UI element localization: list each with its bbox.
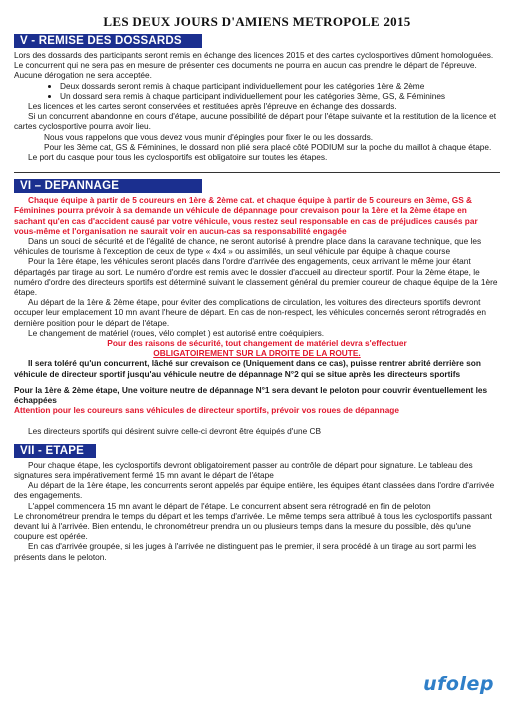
document-title: LES DEUX JOURS D'AMIENS METROPOLE 2015	[103, 14, 411, 29]
paragraph: Pour chaque étape, les cyclosportifs devront obligatoirement passer au contrôle de départ pour signature. Le tableau des signatures sera impérativement fermé 15 mn avant le départ de l'étape	[14, 459, 473, 480]
paragraph: Nous vous rappelons que vous devez vous munir d'épingles pour fixer le ou les dossards.	[44, 131, 374, 142]
paragraph: L'appel commencera 15 mn avant le départ de l'étape. Le concurrent absent sera rétrogradé en fin de peloton	[28, 500, 431, 511]
spacer	[14, 436, 500, 442]
paragraph: Dans un souci de sécurité et de l'égalité de chance, ne seront autorisé à prendre place dans la caravane technique, que les véhicules de tourisme à l'exception de ceux de type « 4x4 » ou assimilés, un seul véhicule par équipe à chaque course	[14, 236, 482, 257]
ufolep-logo-icon	[423, 673, 494, 695]
warning-paragraph: OBLIGATOIREMENT SUR LA DROITE DE LA ROUTE.	[153, 348, 361, 359]
section-divider	[14, 172, 500, 173]
paragraph: Les directeurs sportifs qui désirent suivre celle-ci devront être équipés d'une CB	[28, 425, 322, 436]
warning-paragraph: Chaque équipe à partir de 5 coureurs en 1ère & 2ème cat. et chaque équipe à partir de 5 coureurs en 3ème, GS & Féminines pourra prévoir à sa demande un véhicule de dépannage pour crevaison pour la 1ère et la 2ème étape en sachant qu'en cas d'accident causé par votre véhicule, vous restez seul responsable en cas de préjudices causés par vous-même et l'organisation ne saurait voir en aucun-cas sa responsabilité engagée	[14, 195, 478, 236]
list-item: • Deux dossards seront remis à chaque participant individuellement pour les catégories 1ère & 2ème	[60, 81, 500, 91]
paragraph: Pour la 1ère étape, les véhicules seront placés dans l'ordre d'arrivée des engagements, ceux arrivant le même jour étant départagés par tirage au sort. Le numéro d'ordre est remis avec le dossier d'accueil au directeur sportif. Pour la 2ème étape, le numéro d'ordre des directeurs sportifs est déterminé suivant le classement général du premier coureur de chaque équipe de la 1ère étape.	[14, 256, 498, 298]
paragraph: Pour la 1ère & 2ème étape, Une voiture neutre de dépannage N°1 sera devant le peloton pour couvrir éventuellement les échappées	[14, 384, 488, 406]
paragraph: Si un concurrent abandonne en cours d'étape, aucune possibilité de départ pour l'étape suivante et la restitution de la licence et cartes cyclosportive pourra avoir lieu.	[14, 111, 497, 132]
paragraph: Il sera toléré qu'un concurrent, lâché sur crevaison ce (Uniquement dans ce cas), puisse rentrer abrité derrière son véhicule de directeur sportif jusqu'au véhicule neutre de dépannage N°2 qui se situe après les directeurs sportifs	[14, 358, 481, 379]
bullet-list	[14, 81, 500, 101]
paragraph: Au départ de la 1ère étape, les concurrents seront appelés par équipe entière, les équipes étant classées dans l'ordre d'arrivée des engagements.	[14, 480, 495, 501]
section-header-etape: VII - ETAPE	[14, 444, 96, 458]
paragraph: Lors des dossards des participants seront remis en échange des licences 2015 et des cartes cyclosportives dûment homologuées. Le concurrent qui ne sera pas en mesure de présenter ces documents ne pourra en aucun cas prendre le départ de l'épreuve. Aucune dérogation ne sera acceptée.	[14, 50, 494, 81]
paragraph: En cas d'arrivée groupée, si les juges à l'arrivée ne distinguent pas le premier, il sera procédé à un tirage au sort parmi les présents dans le peloton.	[14, 541, 477, 562]
section-header-depannage: VI – DEPANNAGE	[14, 179, 202, 193]
section-header-remise-dossards: V - REMISE DES DOSSARDS	[14, 34, 202, 48]
warning-paragraph: Attention pour les coureurs sans véhicules de directeur sportifs, prévoir vos roues de dépannage	[14, 405, 399, 416]
paragraph: Pour les 3ème cat, GS & Féminines, le dossard non plié sera placé côté PODIUM sur la poche du maillot à chaque étape.	[44, 141, 492, 152]
paragraph: Le chronométreur prendra le temps du départ et les temps d'arrivée. Le même temps sera attribué à tous les cyclosportifs passant devant lui à l'arrivée. Bien entendu, le chronométreur prendra un ou plusieurs temps dans la mesure du possible, dès qu'une coupure est opérée.	[14, 510, 492, 542]
paragraph: Au départ de la 1ère & 2ème étape, pour éviter des complications de circulation, les voitures des directeurs sportifs devront occuper leur emplacement 10 mn avant l'heure de départ. En cas de non-respect, les véhicules concernés seront rétrogradés en dernière position pour le départ de l'étape.	[14, 297, 487, 328]
paragraph: Le port du casque pour tous les cyclosportifs est obligatoire sur toutes les étapes.	[28, 152, 328, 163]
paragraph: Les licences et les cartes seront conservées et restituées après l'épreuve en échange des dossards.	[28, 101, 397, 112]
spacer	[14, 416, 500, 426]
logo-text: ufolep	[423, 673, 494, 695]
paragraph: Le changement de matériel (roues, vélo complet ) est autorisé entre coéquipiers.	[28, 327, 325, 338]
list-item: • Un dossard sera remis à chaque participant individuellement pour les catégories 3ème, GS, & Féminines	[60, 91, 500, 101]
warning-paragraph: Pour des raisons de sécurité, tout changement de matériel devra s'effectuer	[107, 338, 407, 349]
